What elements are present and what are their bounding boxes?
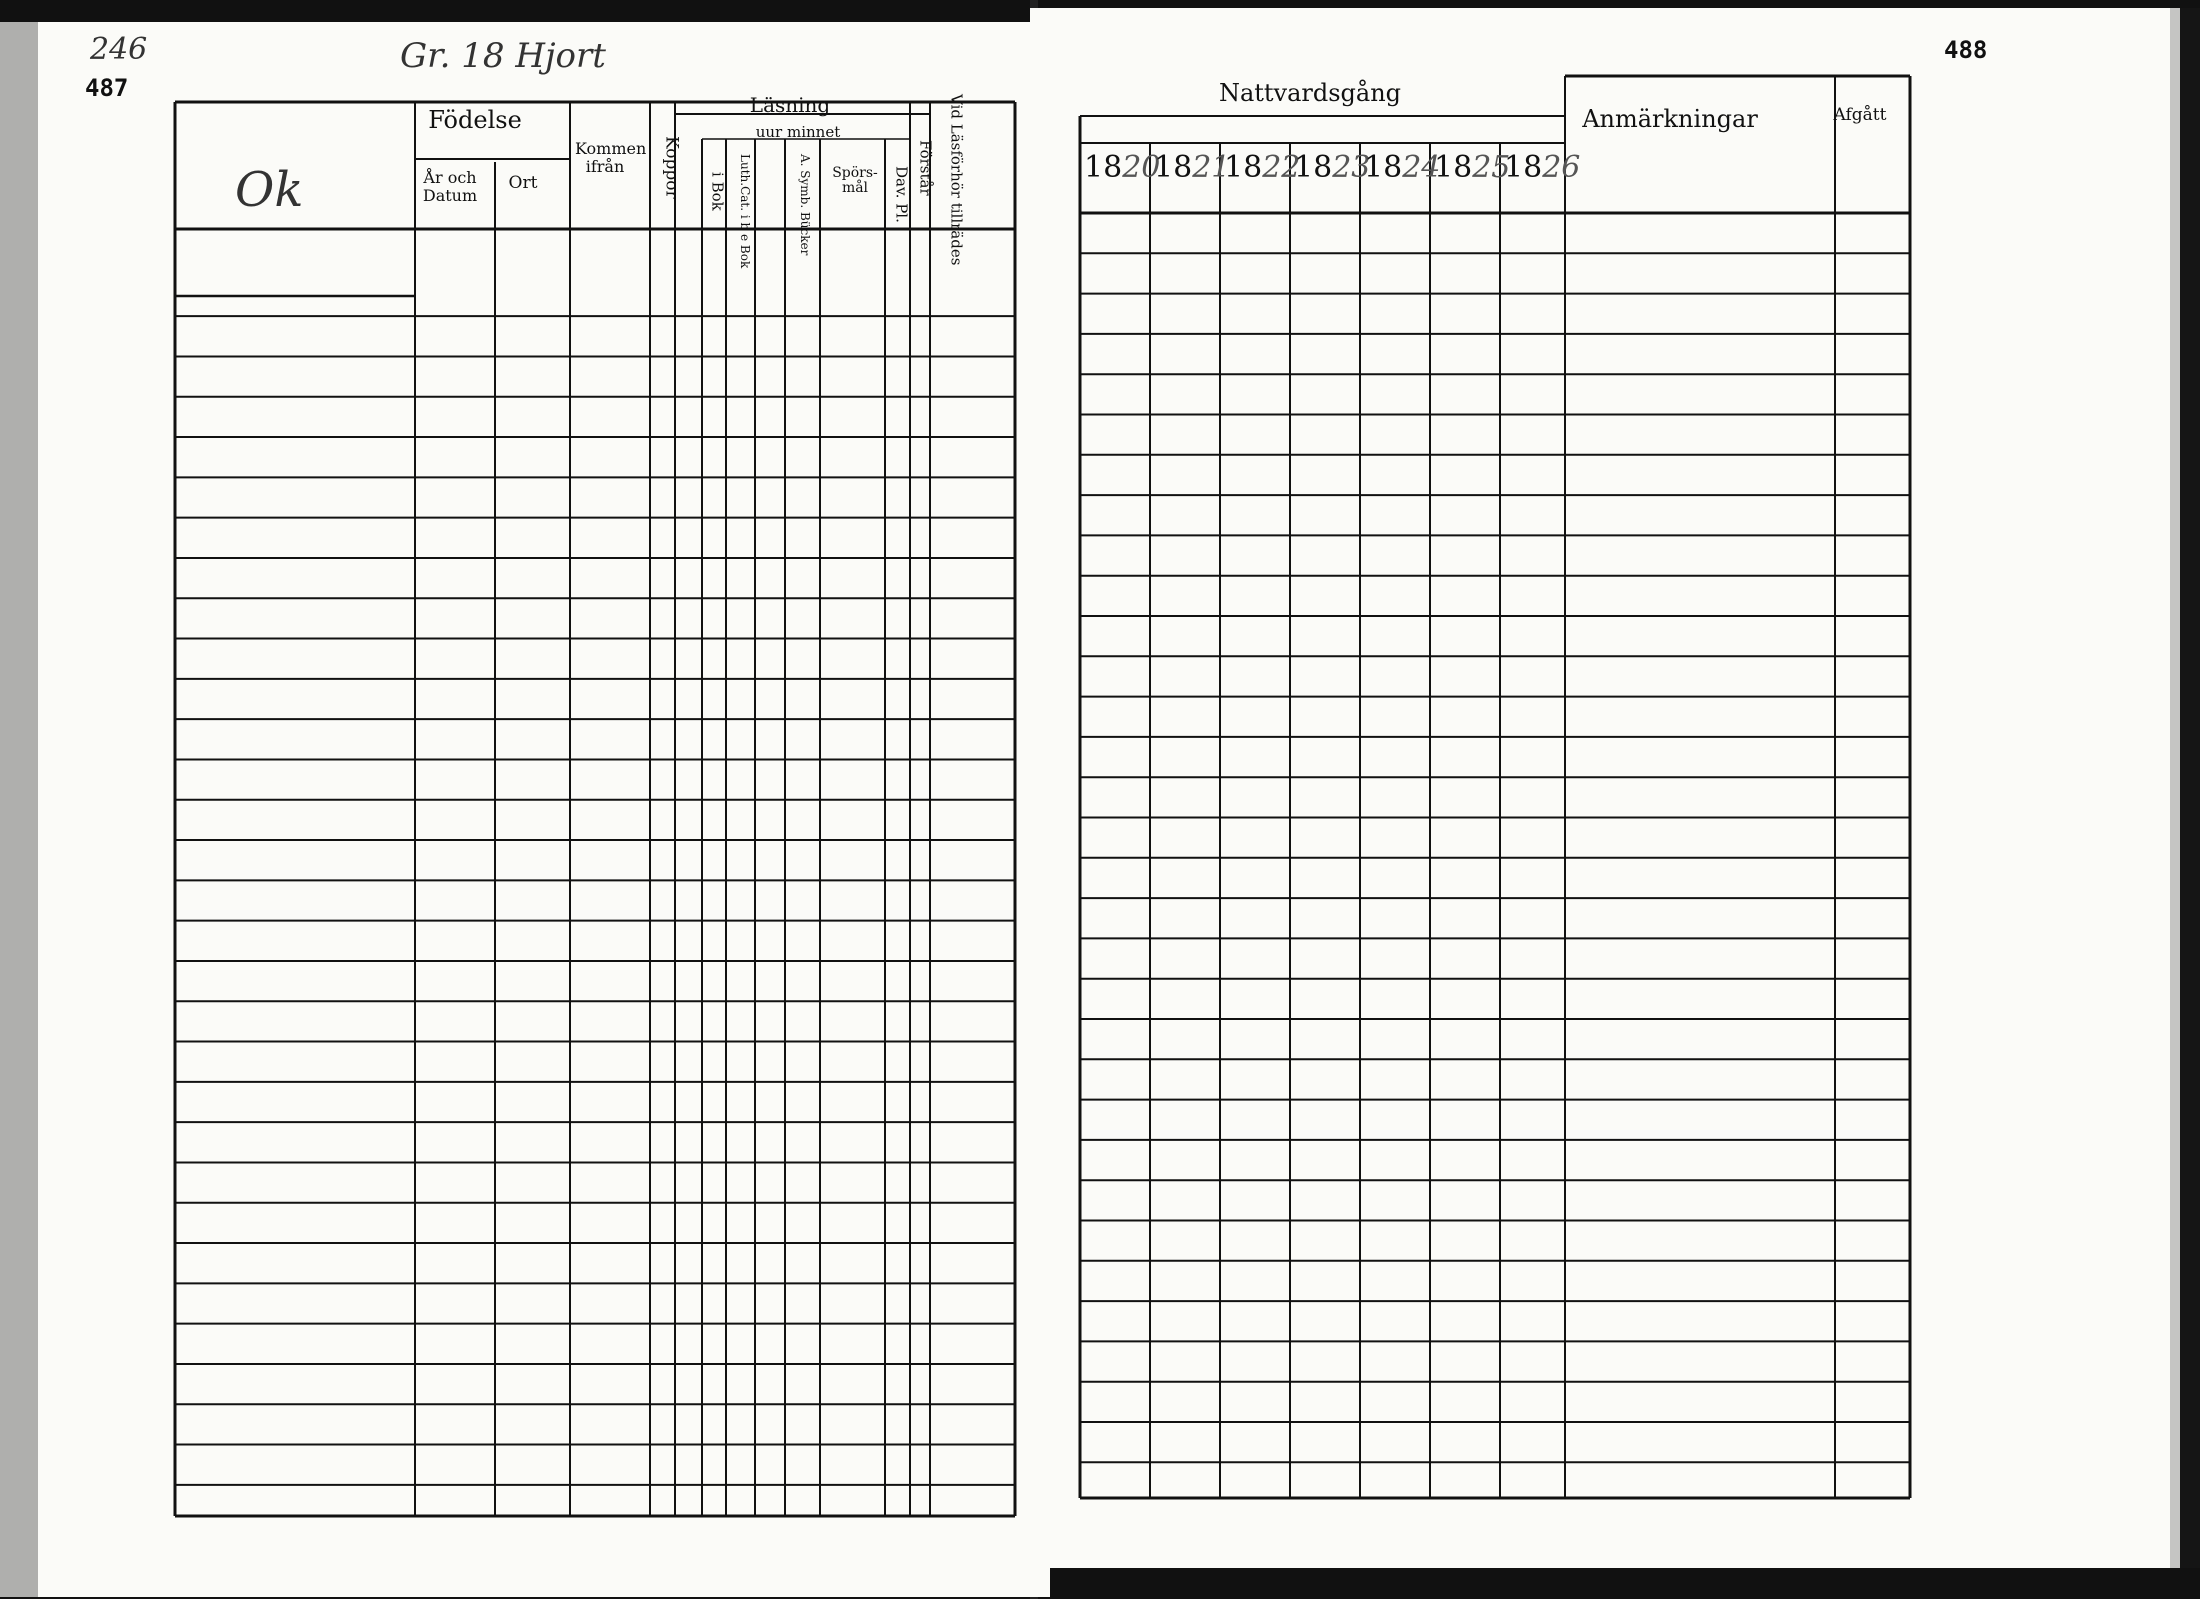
year-header <box>1364 150 1440 185</box>
header-forstar: Förstår <box>916 140 935 196</box>
header-kommen-ifran: Kommen ifrån <box>575 139 647 176</box>
year-handwritten: 25 <box>1472 150 1511 185</box>
header-i-bok: i Bok <box>708 172 727 211</box>
year-printed: 18 <box>1084 150 1123 185</box>
header-ort: Ort <box>508 173 538 193</box>
year-printed: 18 <box>1434 150 1473 185</box>
header-sporsmal: Spörs-mål <box>832 165 878 197</box>
year-header <box>1504 150 1580 185</box>
header-lasning: Läsning <box>749 93 831 117</box>
left-edge-shadow <box>0 22 38 1597</box>
right-edge-shadow <box>2170 8 2200 1568</box>
year-handwritten: 26 <box>1542 150 1581 185</box>
right-page-number: 488 <box>1944 36 1988 64</box>
left-ledger-table <box>170 74 1020 1524</box>
year-printed: 18 <box>1224 150 1263 185</box>
right-ledger-grid <box>1050 58 1940 1508</box>
header-vid-lasforhor: Vid Läsförhör tillrädes <box>947 94 966 266</box>
year-printed: 18 <box>1364 150 1403 185</box>
header-dav-pl: Dav. Pl. <box>892 166 911 223</box>
header-a-symb-bucker: A. Symb. Bücker <box>798 154 813 256</box>
year-handwritten: 24 <box>1402 150 1441 185</box>
handwritten-mark: Ok <box>235 162 304 218</box>
year-header <box>1154 150 1230 185</box>
year-printed: 18 <box>1504 150 1543 185</box>
year-handwritten: 20 <box>1122 150 1161 185</box>
year-header <box>1434 150 1510 185</box>
left-page-number: 487 <box>85 74 129 102</box>
header-koppor: Koppor <box>661 136 682 199</box>
year-header <box>1224 150 1300 185</box>
header-luth-cat: Luth.Cat. i b e Bok <box>738 154 753 269</box>
handwritten-title: Gr. 18 Hjort <box>400 36 606 76</box>
right-page <box>1030 8 2180 1568</box>
right-ledger-table <box>1050 58 1940 1508</box>
year-handwritten: 23 <box>1332 150 1371 185</box>
year-header <box>1294 150 1370 185</box>
year-header <box>1084 150 1160 185</box>
year-printed: 18 <box>1154 150 1193 185</box>
header-nattvardsgang: Nattvardsgång <box>1218 79 1402 107</box>
year-handwritten: 22 <box>1262 150 1301 185</box>
year-printed: 18 <box>1294 150 1333 185</box>
left-page <box>0 22 1050 1597</box>
header-afgatt: Afgått <box>1833 105 1887 125</box>
header-fodelse: Födelse <box>428 106 522 134</box>
left-ledger-grid <box>170 74 1020 1524</box>
header-uur-minnet: uur minnet <box>755 123 841 141</box>
year-handwritten: 21 <box>1192 150 1231 185</box>
handwritten-number: 246 <box>90 32 148 67</box>
header-ar-och-datum: År och Datum <box>422 168 478 205</box>
header-anmarkningar: Anmärkningar <box>1582 105 1758 133</box>
